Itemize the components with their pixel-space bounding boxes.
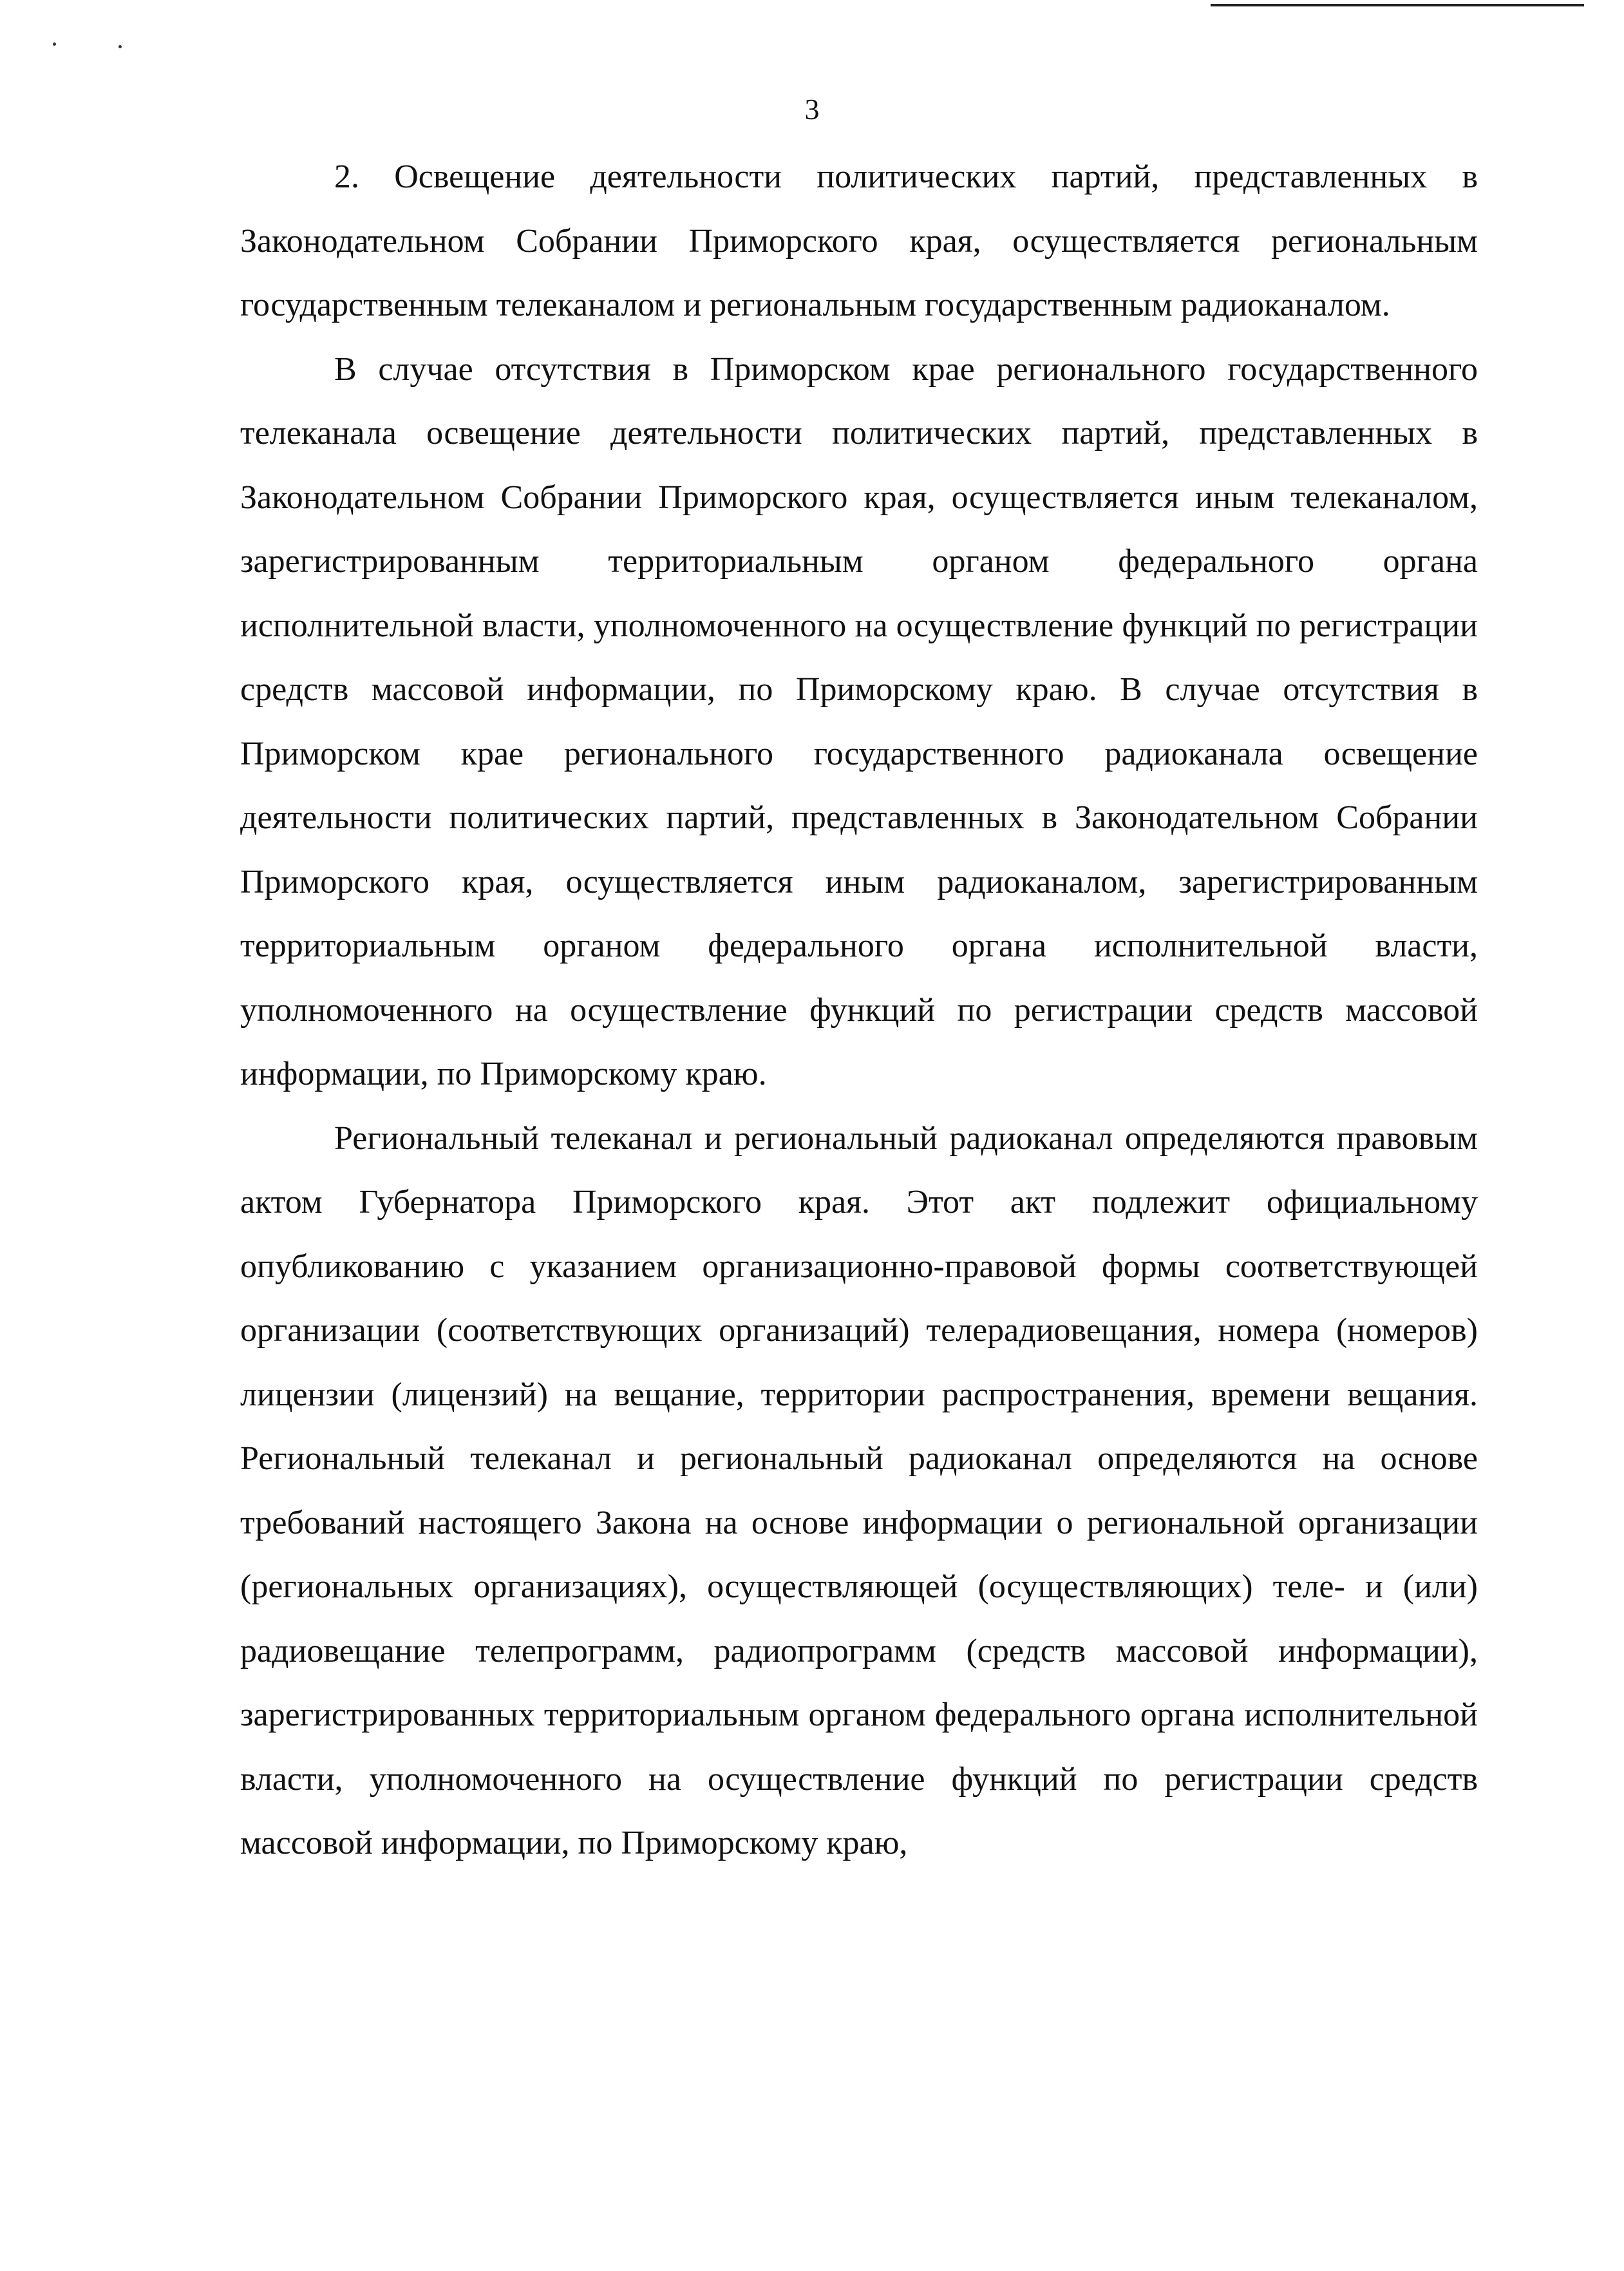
paragraph-1: 2. Освещение деятельности политических партий, представленных в Законодательном Собрании Приморского края, осуществляется региональным государственным телеканалом и региональным государственным радиоканалом. xyxy=(240,158,1478,323)
scan-mark xyxy=(118,45,122,48)
top-edge-rule xyxy=(1211,4,1584,6)
page-number: 3 xyxy=(804,93,820,126)
scan-mark xyxy=(53,43,56,46)
paragraph-2: В случае отсутствия в Приморском крае регионального государственного телеканала освещение деятельности политических партий, представленных в Законодательном Собрании Приморского края, осуществляется иным телеканалом, зарегистрированным территориальным органом федерального органа исполнительной власти, уполномоченного на осуществление функций по регистрации средств массовой информации, по Приморскому краю. В случае отсутствия в Приморском крае регионального государственного радиоканала освещение деятельности политических партий, представленных в Законодательном Собрании Приморского края, осуществляется иным радиоканалом, зарегистрированным территориальным органом федерального органа исполнительной власти, уполномоченного на осуществление функций по регистрации средств массовой информации, по Приморскому краю. xyxy=(240,350,1478,1092)
document-body xyxy=(240,145,1478,1876)
paragraph-3: Региональный телеканал и региональный радиоканал определяются правовым актом Губернатора Приморского края. Этот акт подлежит официальному опубликованию с указанием организационно-правовой формы соответствующей организации (соответствующих организаций) телерадиовещания, номера (номеров) лицензии (лицензий) на вещание, территории распространения, времени вещания. Региональный телеканал и региональный радиоканал определяются на основе требований настоящего Закона на основе информации о региональной организации (региональных организациях), осуществляющей (осуществляющих) теле- и (или) радиовещание телепрограмм, радиопрограмм (средств массовой информации), зарегистрированных территориальным органом федерального органа исполнительной власти, уполномоченного на осуществление функций по регистрации средств массовой информации, по Приморскому краю, xyxy=(240,1119,1478,1861)
